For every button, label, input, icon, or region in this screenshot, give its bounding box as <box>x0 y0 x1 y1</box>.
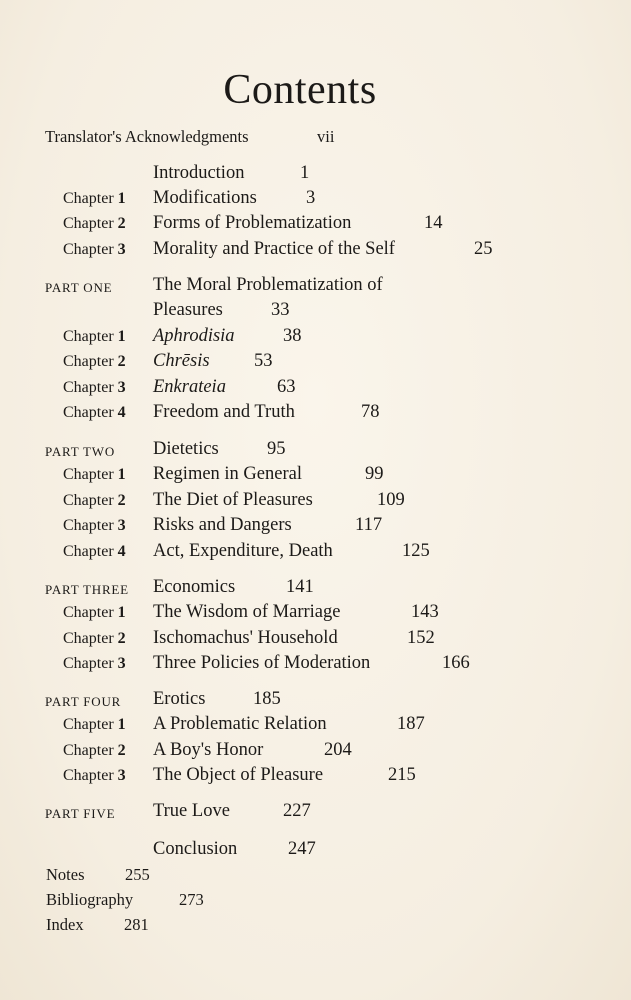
chapter-label: Chapter 2 <box>63 353 126 370</box>
entry-title: Introduction <box>153 163 245 183</box>
chapter-label: Chapter 3 <box>63 379 126 396</box>
entry-page: 109 <box>377 490 405 510</box>
entry-page: 141 <box>286 577 314 597</box>
chapter-label: Chapter 3 <box>63 655 126 672</box>
entry-title: Freedom and Truth <box>153 402 295 422</box>
entry-title: The Object of Pleasure <box>153 765 324 785</box>
entry-page: vii <box>317 127 335 146</box>
part-label: PART FOUR <box>45 694 122 709</box>
entry-page: 204 <box>324 740 352 760</box>
entry-title: Economics <box>153 577 236 597</box>
part-label: PART FIVE <box>45 806 116 821</box>
entry-page: 99 <box>365 464 384 484</box>
entry-page: 215 <box>388 765 416 785</box>
entry-page: 33 <box>271 300 290 320</box>
part-label: PART THREE <box>45 582 129 597</box>
entry-page: 143 <box>411 602 439 622</box>
entry-title: Risks and Dangers <box>153 515 292 535</box>
entry-page: 25 <box>474 239 493 259</box>
chapter-label: Chapter 1 <box>63 716 126 733</box>
chapter-label: Chapter 1 <box>63 190 126 207</box>
entry-title: Notes <box>46 865 85 884</box>
chapter-label: Chapter 3 <box>63 241 126 258</box>
entry-page: 1 <box>300 163 310 183</box>
chapter-label: Chapter 2 <box>63 215 126 232</box>
entry-title: Conclusion <box>153 839 238 859</box>
chapter-label: Chapter 2 <box>63 630 126 647</box>
entry-title: Three Policies of Moderation <box>153 653 371 673</box>
entry-title: Forms of Problematization <box>153 213 352 233</box>
entry-title: Chrēsis <box>153 351 210 371</box>
chapter-label: Chapter 2 <box>63 492 126 509</box>
entry-page: 63 <box>277 377 296 397</box>
entry-page: 125 <box>402 541 430 561</box>
chapter-label: Chapter 3 <box>63 517 126 534</box>
entry-title: The Moral Problematization of <box>153 275 383 295</box>
entry-title: The Diet of Pleasures <box>153 490 313 510</box>
entry-page: 14 <box>424 213 443 233</box>
chapter-label: Chapter 4 <box>63 543 126 560</box>
entry-title: Pleasures <box>153 300 223 320</box>
entry-title: A Problematic Relation <box>153 714 327 734</box>
entry-title: A Boy's Honor <box>153 740 264 760</box>
entry-page: 281 <box>124 915 149 934</box>
entry-page: 38 <box>283 326 302 346</box>
entry-page: 247 <box>288 839 316 859</box>
chapter-label: Chapter 2 <box>63 742 126 759</box>
entry-title: Aphrodisia <box>153 326 235 346</box>
entry-page: 166 <box>442 653 470 673</box>
entry-title: Act, Expenditure, Death <box>153 541 333 561</box>
entry-title: Bibliography <box>46 890 134 909</box>
chapter-label: Chapter 1 <box>63 604 126 621</box>
chapter-label: Chapter 4 <box>63 404 126 421</box>
entry-title: Regimen in General <box>153 464 302 484</box>
entry-title: The Wisdom of Marriage <box>153 602 341 622</box>
entry-page: 227 <box>283 801 311 821</box>
chapter-label: Chapter 3 <box>63 767 126 784</box>
chapter-label: Chapter 1 <box>63 466 126 483</box>
entry-title: Dietetics <box>153 439 219 459</box>
part-label: PART TWO <box>45 444 116 459</box>
entry-title: Modifications <box>153 188 257 208</box>
entry-title: Ischomachus' Household <box>153 628 338 648</box>
entry-page: 273 <box>179 890 204 909</box>
entry-page: 117 <box>355 515 383 535</box>
entry-title: Morality and Practice of the Self <box>153 239 395 259</box>
entry-title: Index <box>46 915 84 934</box>
part-label: PART ONE <box>45 280 113 295</box>
entry-page: 3 <box>306 188 316 208</box>
entry-title: True Love <box>153 801 230 821</box>
entry-page: 53 <box>254 351 273 371</box>
page-title: Contents <box>223 67 377 113</box>
entry-page: 152 <box>407 628 435 648</box>
entry-page: 185 <box>253 689 281 709</box>
entry-title: Erotics <box>153 689 206 709</box>
entry-page: 95 <box>267 439 286 459</box>
entry-page: 255 <box>125 865 150 884</box>
chapter-label: Chapter 1 <box>63 328 126 345</box>
entry-page: 78 <box>361 402 380 422</box>
entry-title: Translator's Acknowledgments <box>45 127 249 146</box>
entry-page: 187 <box>397 714 425 734</box>
entry-title: Enkrateia <box>153 377 226 397</box>
